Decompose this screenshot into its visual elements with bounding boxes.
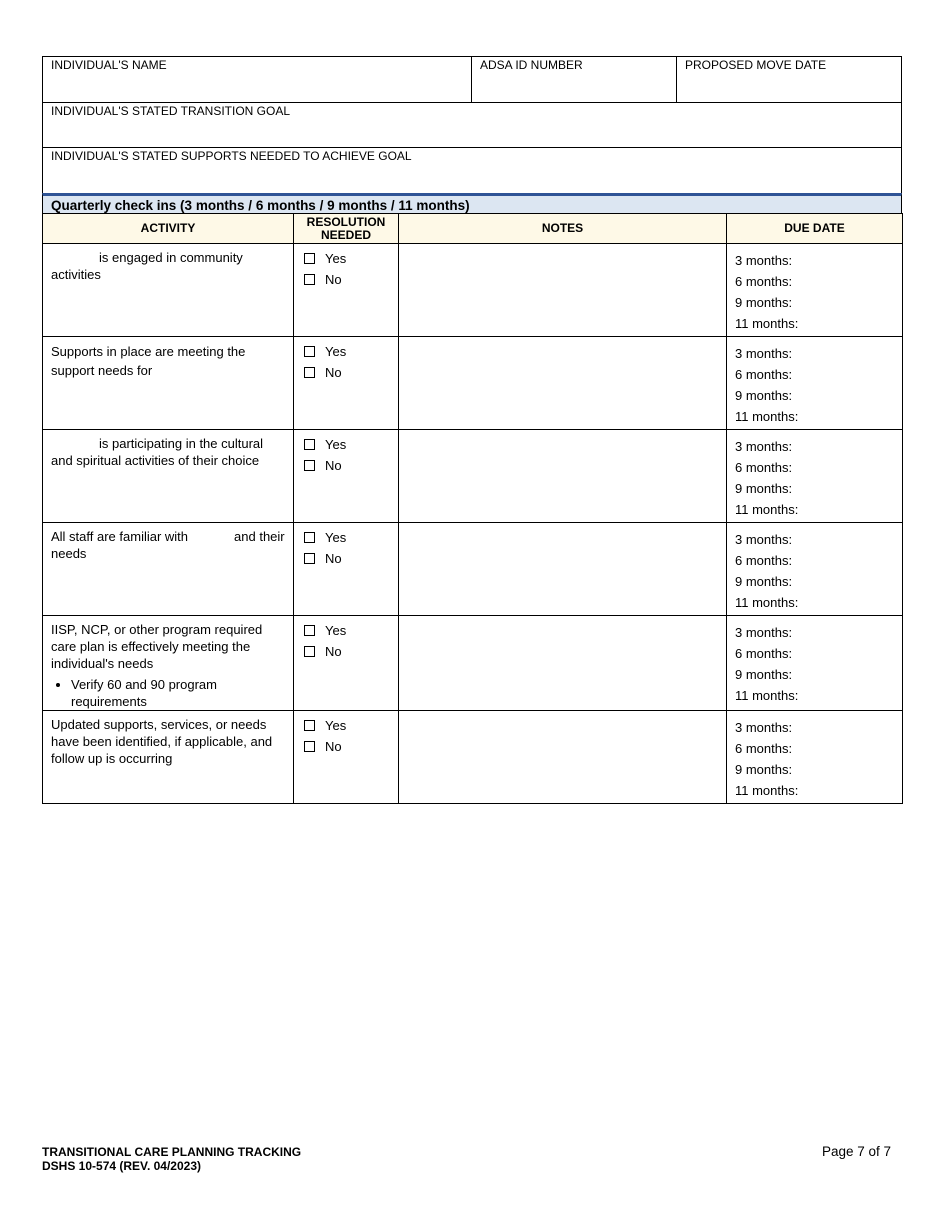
due-9-months: 9 months: [735, 667, 793, 682]
yes-label: Yes [325, 718, 347, 733]
resolution-cell [294, 616, 399, 711]
activity-cell [43, 711, 294, 804]
form [42, 56, 902, 804]
table-header-row [43, 214, 903, 244]
yes-label: Yes [325, 344, 347, 359]
col-activity: ACTIVITY [43, 214, 294, 244]
due-6-months: 6 months: [735, 741, 793, 756]
activity-text: is engaged in community activities [51, 250, 243, 282]
due-11-months: 11 months: [735, 688, 799, 703]
due-date-cell[interactable] [727, 711, 903, 804]
checkbox-icon [304, 532, 315, 543]
yes-checkbox[interactable] [304, 715, 398, 736]
activity-text-a: All staff are familiar with [51, 529, 189, 544]
due-6-months: 6 months: [735, 553, 793, 568]
due-3-months: 3 months: [735, 720, 793, 735]
no-checkbox[interactable] [304, 548, 398, 569]
checkbox-icon [304, 625, 315, 636]
checkbox-icon [304, 720, 315, 731]
due-date-cell[interactable] [727, 616, 903, 711]
no-label: No [325, 644, 342, 659]
due-11-months: 11 months: [735, 783, 799, 798]
activity-text: IISP, NCP, or other program required care plan is effectively meeting the individual's needs [51, 622, 263, 671]
no-label: No [325, 551, 342, 566]
checkbox-icon [304, 439, 315, 450]
checkbox-icon [304, 646, 315, 657]
bullet-item: • Verify 60 and 90 program requirements [71, 676, 285, 710]
checkbox-icon [304, 553, 315, 564]
due-11-months: 11 months: [735, 502, 799, 517]
no-label: No [325, 458, 342, 473]
due-11-months: 11 months: [735, 409, 799, 424]
yes-checkbox[interactable] [304, 248, 398, 269]
table-row [43, 337, 903, 430]
no-checkbox[interactable] [304, 736, 398, 757]
name-field[interactable] [43, 57, 472, 102]
yes-label: Yes [325, 623, 347, 638]
due-11-months: 11 months: [735, 316, 799, 331]
activity-text-b: and their needs [51, 529, 285, 561]
checkbox-icon [304, 460, 315, 471]
table-row [43, 244, 903, 337]
due-date-cell[interactable] [727, 430, 903, 523]
due-6-months: 6 months: [735, 274, 793, 289]
bullet-list [51, 676, 285, 710]
due-9-months: 9 months: [735, 762, 793, 777]
due-9-months: 9 months: [735, 388, 793, 403]
col-notes: NOTES [399, 214, 727, 244]
footer-form-number: DSHS 10-574 (REV. 04/2023) [42, 1159, 201, 1173]
due-date-cell[interactable] [727, 244, 903, 337]
supports-label: INDIVIDUAL'S STATED SUPPORTS NEEDED TO ACHIEVE GOAL [51, 149, 412, 163]
due-3-months: 3 months: [735, 532, 793, 547]
table-row [43, 711, 903, 804]
due-date-cell[interactable] [727, 337, 903, 430]
yes-label: Yes [325, 251, 347, 266]
no-label: No [325, 739, 342, 754]
yes-checkbox[interactable] [304, 620, 398, 641]
resolution-cell [294, 523, 399, 616]
header-row [43, 57, 901, 103]
due-3-months: 3 months: [735, 346, 793, 361]
due-6-months: 6 months: [735, 460, 793, 475]
footer-left [42, 1145, 301, 1173]
resolution-cell [294, 337, 399, 430]
checkbox-icon [304, 367, 315, 378]
checkin-table [42, 213, 903, 804]
due-9-months: 9 months: [735, 295, 793, 310]
notes-cell[interactable] [399, 711, 727, 804]
checkbox-icon [304, 346, 315, 357]
due-9-months: 9 months: [735, 481, 793, 496]
activity-cell [43, 523, 294, 616]
activity-cell [43, 337, 294, 430]
no-checkbox[interactable] [304, 641, 398, 662]
activity-text: Updated supports, services, or needs have been identified, if applicable, and follow up is occurring [51, 717, 273, 766]
footer-title: TRANSITIONAL CARE PLANNING TRACKING [42, 1145, 302, 1159]
no-label: No [325, 272, 342, 287]
adsa-id-field[interactable] [472, 57, 677, 102]
page-number: Page 7 of 7 [822, 1144, 892, 1159]
notes-cell[interactable] [399, 430, 727, 523]
no-checkbox[interactable] [304, 362, 398, 383]
goal-label: INDIVIDUAL'S STATED TRANSITION GOAL [51, 104, 290, 118]
name-label: INDIVIDUAL'S NAME [51, 58, 167, 72]
header-box [42, 56, 902, 193]
adsa-label: ADSA ID NUMBER [480, 58, 583, 72]
yes-label: Yes [325, 437, 347, 452]
yes-checkbox[interactable] [304, 434, 398, 455]
yes-label: Yes [325, 530, 347, 545]
resolution-cell [294, 244, 399, 337]
notes-cell[interactable] [399, 616, 727, 711]
activity-text: Supports in place are meeting the support needs for [51, 344, 246, 378]
due-3-months: 3 months: [735, 625, 793, 640]
checkbox-icon [304, 253, 315, 264]
move-date-field[interactable] [677, 57, 901, 102]
due-date-cell[interactable] [727, 523, 903, 616]
no-checkbox[interactable] [304, 269, 398, 290]
move-date-label: PROPOSED MOVE DATE [685, 58, 827, 72]
resolution-cell [294, 430, 399, 523]
due-3-months: 3 months: [735, 439, 793, 454]
due-6-months: 6 months: [735, 367, 793, 382]
col-due-date: DUE DATE [727, 214, 903, 244]
due-11-months: 11 months: [735, 595, 799, 610]
notes-cell[interactable] [399, 337, 727, 430]
due-9-months: 9 months: [735, 574, 793, 589]
col-resolution: RESOLUTION NEEDED [294, 214, 399, 244]
yes-checkbox[interactable] [304, 341, 398, 362]
notes-cell[interactable] [399, 244, 727, 337]
goal-field[interactable] [43, 103, 901, 148]
table-row [43, 616, 903, 711]
activity-text: is participating in the cultural and spiritual activities of their choice [51, 436, 264, 468]
checkbox-icon [304, 274, 315, 285]
notes-cell[interactable] [399, 523, 727, 616]
section-title: Quarterly check ins (3 months / 6 months / 9 months / 11 months) [42, 193, 902, 213]
due-6-months: 6 months: [735, 646, 793, 661]
activity-cell [43, 430, 294, 523]
resolution-cell [294, 711, 399, 804]
activity-cell [43, 616, 294, 711]
activity-cell [43, 244, 294, 337]
supports-field[interactable] [43, 148, 901, 193]
checkbox-icon [304, 741, 315, 752]
no-label: No [325, 365, 342, 380]
due-3-months: 3 months: [735, 253, 793, 268]
table-row [43, 523, 903, 616]
table-row [43, 430, 903, 523]
no-checkbox[interactable] [304, 455, 398, 476]
yes-checkbox[interactable] [304, 527, 398, 548]
